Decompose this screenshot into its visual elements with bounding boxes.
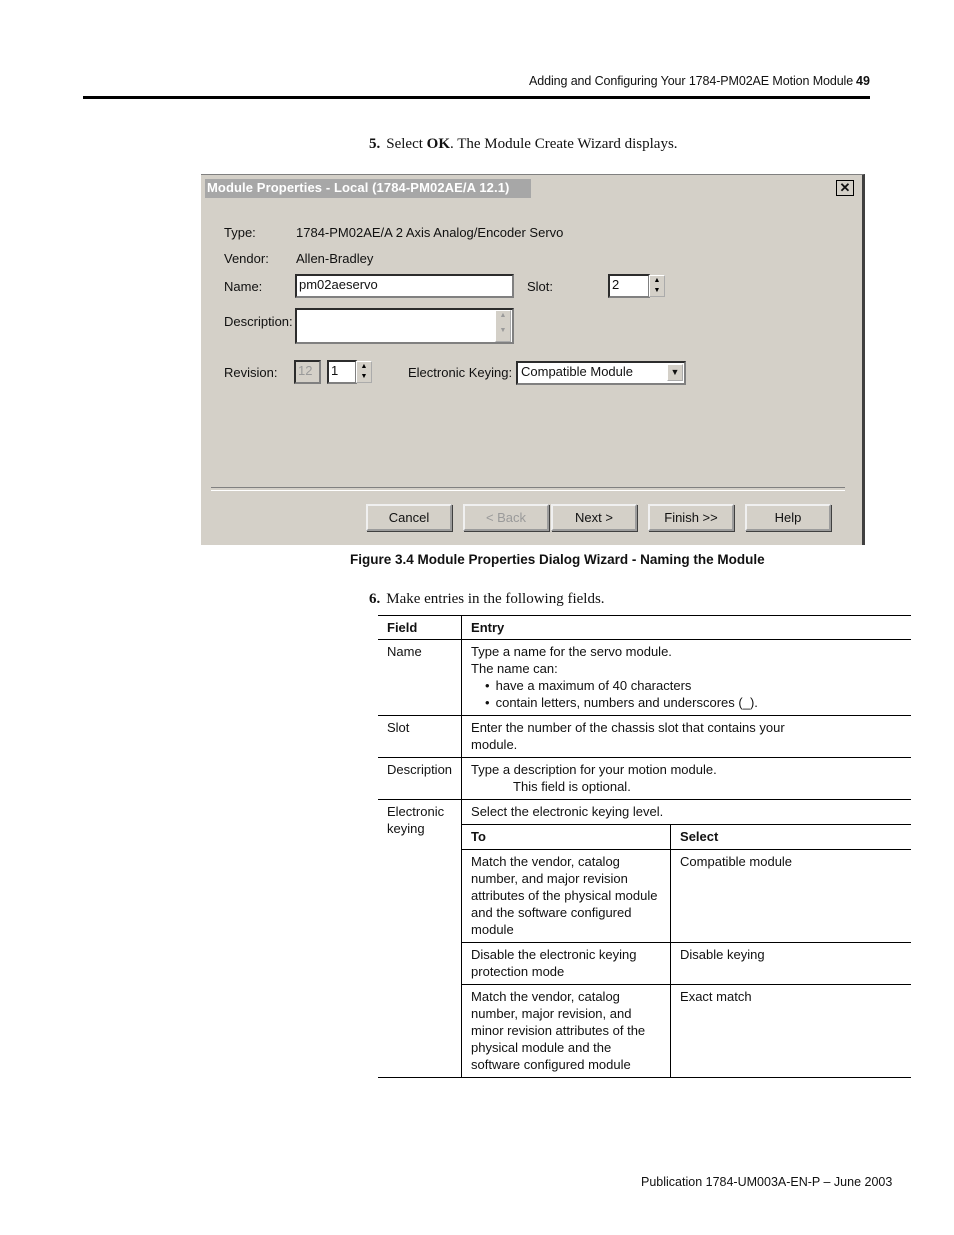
figure-caption: Figure 3.4 Module Properties Dialog Wizard - Naming the Module xyxy=(350,552,765,567)
field-keying-line: keying xyxy=(387,821,425,836)
step-text: Make entries in the following fields. xyxy=(386,591,605,607)
close-icon[interactable]: ✕ xyxy=(836,180,854,196)
help-button[interactable]: Help xyxy=(745,504,831,531)
scroll-down-icon[interactable]: ▼ xyxy=(499,327,507,334)
back-button[interactable]: < Back xyxy=(463,504,549,531)
keying-select[interactable] xyxy=(516,361,686,385)
entry-slot xyxy=(462,716,912,758)
revision-minor-input[interactable]: 1 xyxy=(327,360,357,384)
table-row xyxy=(378,640,911,716)
table-row xyxy=(462,985,911,1078)
keying-subtable xyxy=(462,825,911,1077)
keying-select-value: Disable keying xyxy=(671,943,912,985)
keying-to: Disable the electronic keying protection mode xyxy=(462,943,671,985)
revision-label: Revision: xyxy=(224,365,278,380)
description-input[interactable] xyxy=(295,308,514,344)
dialog-title: Module Properties - Local (1784-PM02AE/A 12.1) xyxy=(207,180,510,195)
scroll-up-icon[interactable]: ▲ xyxy=(499,312,507,319)
step-6 xyxy=(369,591,605,608)
vendor-label: Vendor: xyxy=(224,251,269,266)
step-text-pre: Select xyxy=(386,136,427,152)
keying-select-value: Compatible module xyxy=(671,850,912,943)
subtable-header-row xyxy=(462,825,911,850)
revision-major-field: 12 xyxy=(294,360,321,384)
header-field: Field xyxy=(378,616,462,640)
keying-to: Match the vendor, catalog number, and major revision attributes of the physical module and the software configured module xyxy=(462,850,671,943)
description-scrollbar[interactable] xyxy=(495,310,511,342)
entry-line: Type a description for your motion module. xyxy=(471,762,717,777)
table-row xyxy=(462,850,911,943)
running-header-title: Adding and Configuring Your 1784-PM02AE Motion Module xyxy=(529,74,854,88)
table-row xyxy=(378,800,911,1078)
type-label: Type: xyxy=(224,225,256,240)
spin-down-icon[interactable]: ▼ xyxy=(360,373,368,380)
step-number: 6. xyxy=(369,591,381,607)
entry-keying xyxy=(462,800,912,1078)
fields-table xyxy=(378,615,827,1078)
name-rules-list xyxy=(471,677,902,711)
module-properties-dialog xyxy=(201,174,865,545)
next-button[interactable]: Next > xyxy=(551,504,637,531)
name-input[interactable]: pm02aeservo xyxy=(295,274,514,298)
keying-selected-value: Compatible Module xyxy=(521,364,634,379)
step-number: 5. xyxy=(369,136,381,152)
table-row xyxy=(378,758,911,800)
table-header-row xyxy=(378,616,911,640)
finish-button[interactable]: Finish >> xyxy=(648,504,734,531)
field-description: Description xyxy=(378,758,462,800)
entry-line: Enter the number of the chassis slot that contains your xyxy=(471,720,785,735)
list-item: • have a maximum of 40 characters xyxy=(499,677,902,694)
name-label: Name: xyxy=(224,279,263,294)
entry-line: module. xyxy=(471,737,518,752)
dialog-separator xyxy=(211,487,845,491)
entry-line: The name can: xyxy=(471,661,558,676)
subheader-to: To xyxy=(462,825,671,850)
slot-label: Slot: xyxy=(527,279,554,294)
field-name: Name xyxy=(378,640,462,716)
description-label: Description: xyxy=(224,314,293,329)
spin-down-icon[interactable]: ▼ xyxy=(653,287,661,294)
vendor-value: Allen-Bradley xyxy=(296,251,374,266)
entry-description xyxy=(462,758,912,800)
step-5 xyxy=(369,136,678,153)
step-text-bold: OK xyxy=(426,136,450,152)
header-rule xyxy=(83,96,870,99)
entry-line: Type a name for the servo module. xyxy=(471,644,672,659)
field-keying xyxy=(378,800,462,1078)
slot-spinner[interactable] xyxy=(649,275,665,297)
list-item: • contain letters, numbers and underscores (_). xyxy=(499,694,902,711)
entry-line: This field is optional. xyxy=(513,779,631,794)
keying-select-value: Exact match xyxy=(680,989,752,1004)
header-entry: Entry xyxy=(462,616,912,640)
table-row xyxy=(462,943,911,985)
spin-up-icon[interactable]: ▲ xyxy=(653,277,661,284)
spin-up-icon[interactable]: ▲ xyxy=(360,363,368,370)
type-value: 1784-PM02AE/A 2 Axis Analog/Encoder Servo xyxy=(296,225,564,240)
field-slot: Slot xyxy=(378,716,462,758)
cancel-button[interactable]: Cancel xyxy=(366,504,452,531)
entry-line: Select the electronic keying level. xyxy=(462,800,911,825)
entry-name xyxy=(462,640,912,716)
field-keying-line: Electronic xyxy=(387,804,445,819)
table-row xyxy=(378,716,911,758)
revision-spinner[interactable] xyxy=(356,361,372,383)
keying-to: Match the vendor, catalog number, major revision, and minor revision attributes of the physical module and the software configured module xyxy=(462,985,671,1078)
page-number: 49 xyxy=(856,74,870,88)
publication-footer: Publication 1784-UM003A-EN-P – June 2003 xyxy=(641,1175,893,1189)
chevron-down-icon[interactable]: ▼ xyxy=(667,364,683,381)
step-text-post: . The Module Create Wizard displays. xyxy=(450,136,678,152)
slot-input[interactable]: 2 xyxy=(608,274,650,298)
keying-label: Electronic Keying: xyxy=(408,365,513,380)
subheader-select: Select xyxy=(671,825,912,850)
